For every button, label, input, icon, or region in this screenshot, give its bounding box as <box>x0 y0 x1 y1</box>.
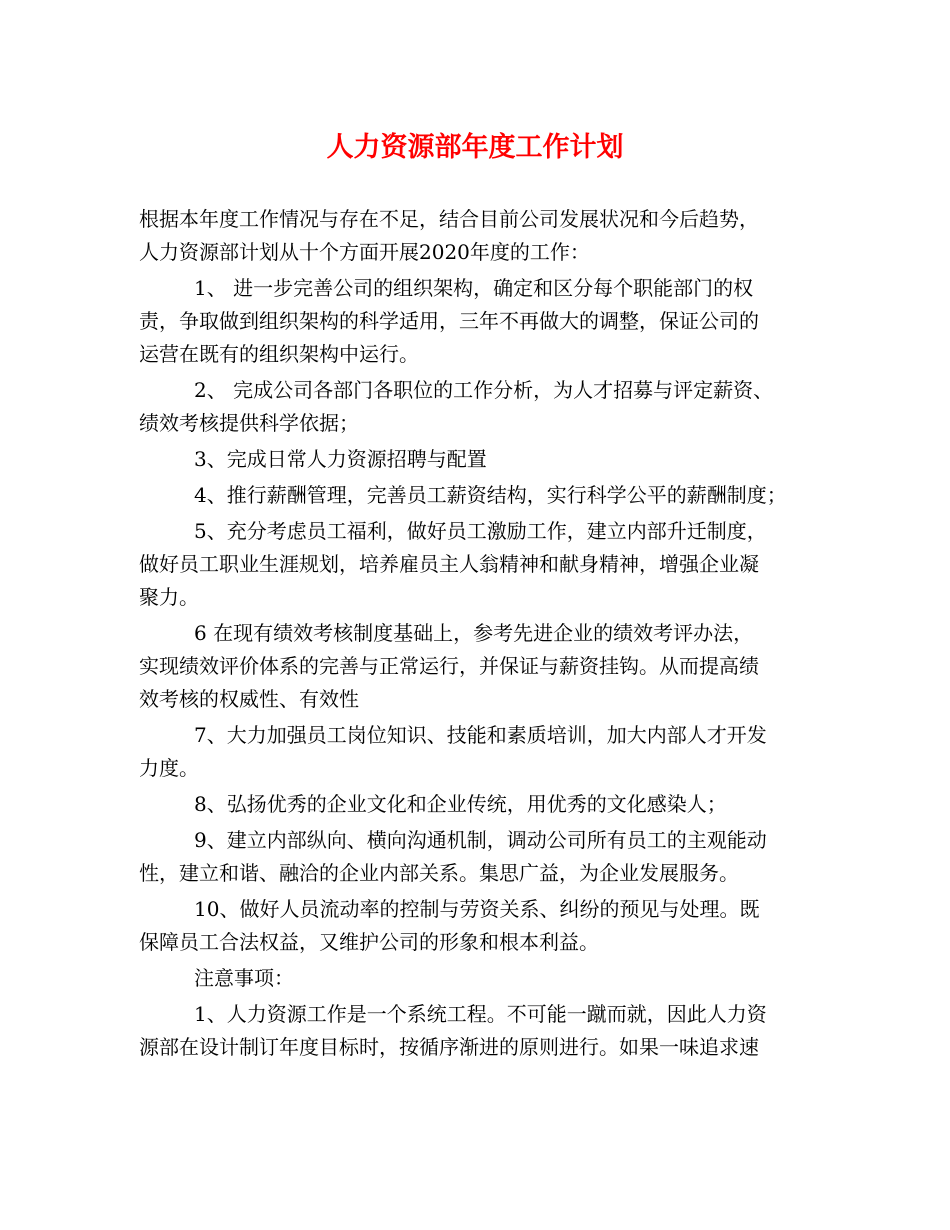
plan-item-3 <box>139 443 839 476</box>
text-line: 绩效考核提供科学依据； <box>139 411 359 435</box>
document-body <box>139 203 839 1067</box>
text-line: 运营在既有的组织架构中运行。 <box>139 342 419 366</box>
text-line: 4、推行薪酬管理，完善员工薪资结构，实行科学公平的薪酬制度； <box>194 483 787 507</box>
plan-item-9 <box>139 824 839 890</box>
notes-heading <box>139 962 839 995</box>
plan-item-1 <box>139 272 839 371</box>
text-line: 做好员工职业生涯规划，培养雇员主人翁精神和献身精神，增强企业凝 <box>139 552 759 576</box>
intro-line: 根据本年度工作情况与存在不足，结合目前公司发展状况和今后趋势， <box>139 207 759 231</box>
text-line: 7、大力加强员工岗位知识、技能和素质培训，加大内部人才开发 <box>194 723 767 747</box>
text-line: 1、人力资源工作是一个系统工程。不可能一蹴而就，因此人力资 <box>194 1002 767 1026</box>
text-line: 注意事项： <box>194 966 294 990</box>
text-line: 6 在现有绩效考核制度基础上，参考先进企业的绩效考评办法， <box>194 621 754 645</box>
text-line: 8、弘扬优秀的企业文化和企业传统，用优秀的文化感染人； <box>194 792 727 816</box>
intro-line: 人力资源部计划从十个方面开展2020年度的工作： <box>139 240 590 264</box>
plan-item-10 <box>139 893 839 959</box>
text-line: 力度。 <box>139 756 199 780</box>
text-line: 实现绩效评价体系的完善与正常运行，并保证与薪资挂钩。从而提高绩 <box>139 654 759 678</box>
plan-item-4 <box>139 479 839 512</box>
plan-item-6 <box>139 617 839 716</box>
text-line: 效考核的权威性、有效性 <box>139 687 359 711</box>
text-line: 责，争取做到组织架构的科学适用，三年不再做大的调整，保证公司的 <box>139 309 759 333</box>
text-line: 源部在设计制订年度目标时，按循序渐进的原则进行。如果一味追求速 <box>139 1035 759 1059</box>
text-line: 保障员工合法权益，又维护公司的形象和根本利益。 <box>139 930 599 954</box>
text-line: 3、完成日常人力资源招聘与配置 <box>194 447 487 471</box>
document-title: 人力资源部年度工作计划 <box>326 132 624 163</box>
text-line: 2、 完成公司各部门各职位的工作分析，为人才招募与评定薪资、 <box>194 378 774 402</box>
text-line: 10、做好人员流动率的控制与劳资关系、纠纷的预见与处理。既 <box>194 897 760 921</box>
plan-item-8 <box>139 788 839 821</box>
intro-paragraph <box>139 203 839 269</box>
text-line: 聚力。 <box>139 585 199 609</box>
text-line: 1、 进一步完善公司的组织架构，确定和区分每个职能部门的权 <box>194 276 754 300</box>
plan-item-2 <box>139 374 839 440</box>
text-line: 5、充分考虑员工福利，做好员工激励工作，建立内部升迁制度， <box>194 519 767 543</box>
note-item-1 <box>139 998 839 1064</box>
plan-item-5 <box>139 515 839 614</box>
text-line: 性，建立和谐、融洽的企业内部关系。集思广益，为企业发展服务。 <box>139 861 739 885</box>
text-line: 9、建立内部纵向、横向沟通机制，调动公司所有员工的主观能动 <box>194 828 767 852</box>
plan-item-7 <box>139 719 839 785</box>
